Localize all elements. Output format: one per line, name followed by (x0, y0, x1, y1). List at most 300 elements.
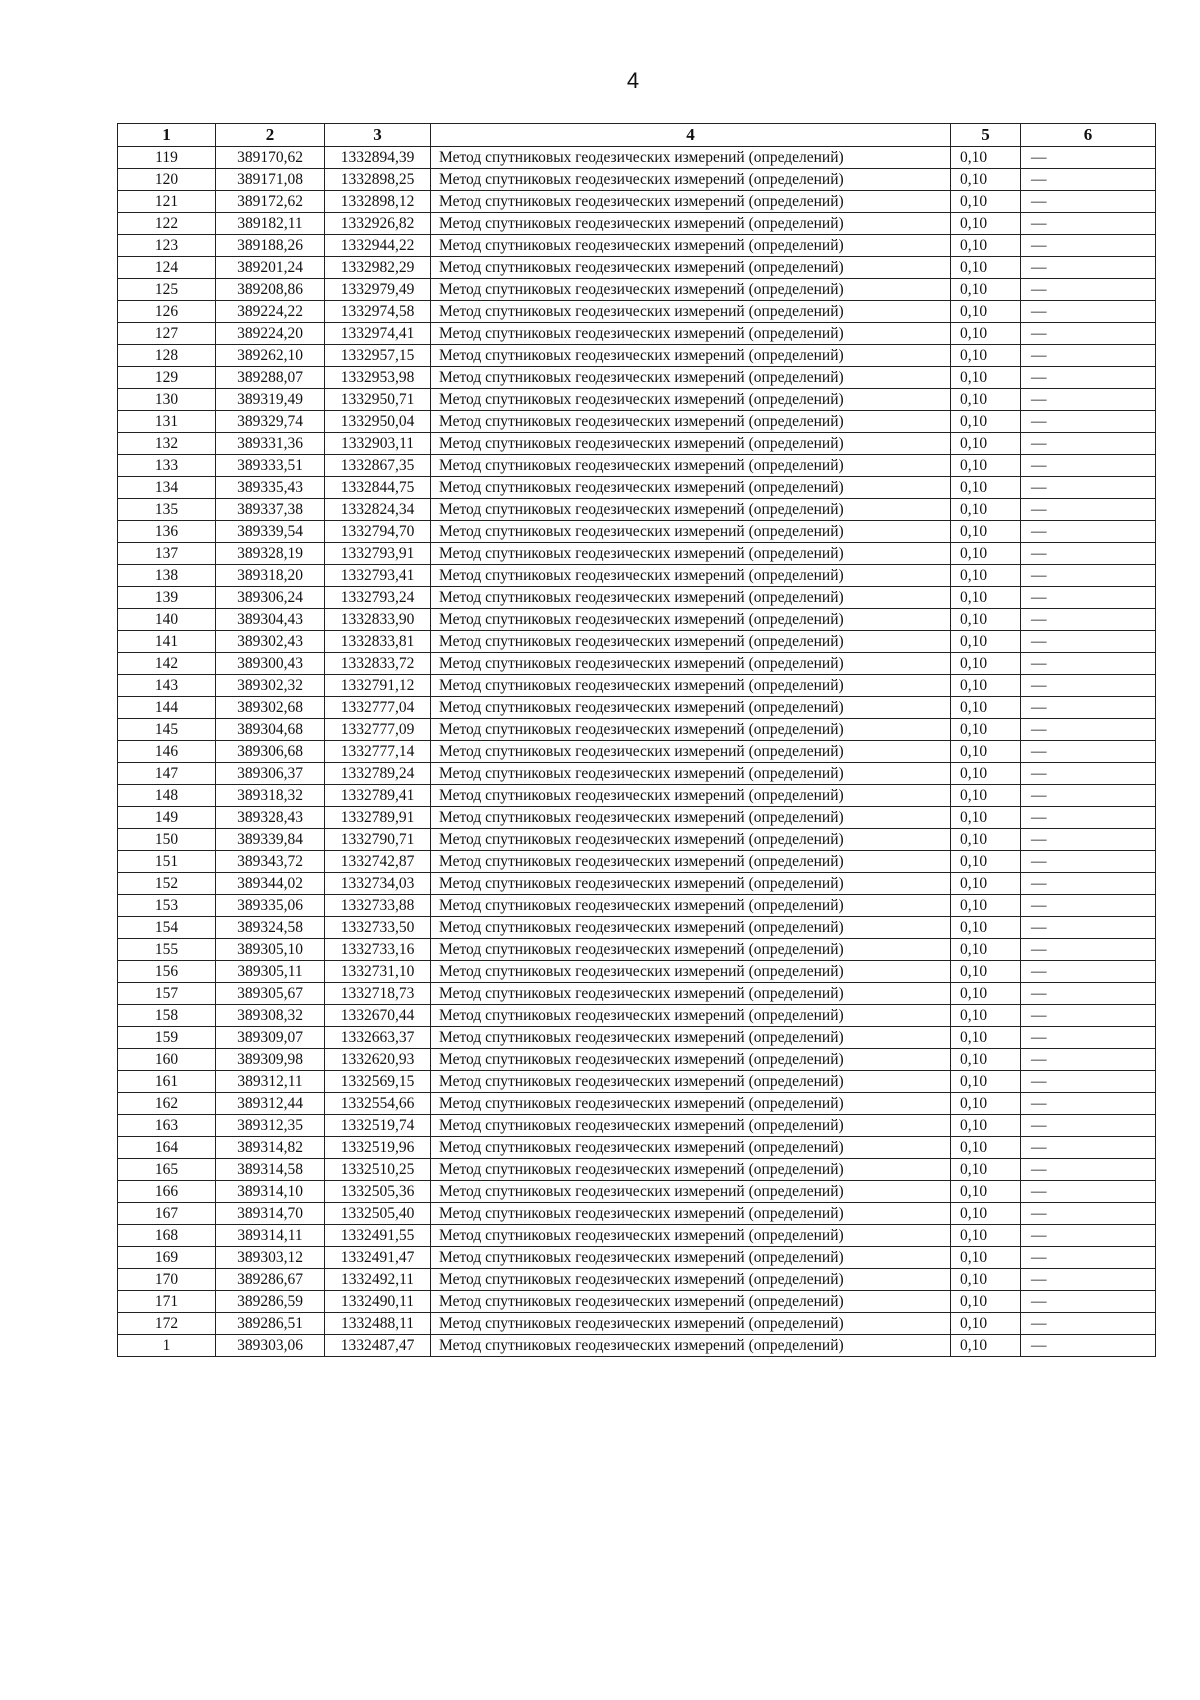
method-cell: Метод спутниковых геодезических измерений (определений) (431, 1027, 951, 1049)
description-cell: — (1021, 1159, 1156, 1181)
point-number-cell: 148 (118, 785, 216, 807)
y-coordinate-cell: 1332974,58 (325, 301, 431, 323)
point-number-cell: 138 (118, 565, 216, 587)
method-cell: Метод спутниковых геодезических измерений (определений) (431, 323, 951, 345)
y-coordinate-cell: 1332833,72 (325, 653, 431, 675)
description-cell: — (1021, 279, 1156, 301)
x-coordinate-cell: 389328,43 (216, 807, 325, 829)
x-coordinate-cell: 389303,12 (216, 1247, 325, 1269)
point-number-cell: 161 (118, 1071, 216, 1093)
x-coordinate-cell: 389314,10 (216, 1181, 325, 1203)
y-coordinate-cell: 1332793,41 (325, 565, 431, 587)
method-cell: Метод спутниковых геодезических измерений (определений) (431, 961, 951, 983)
accuracy-cell: 0,10 (951, 147, 1021, 169)
method-cell: Метод спутниковых геодезических измерений (определений) (431, 455, 951, 477)
point-number-cell: 145 (118, 719, 216, 741)
description-cell: — (1021, 829, 1156, 851)
method-cell: Метод спутниковых геодезических измерений (определений) (431, 697, 951, 719)
y-coordinate-cell: 1332487,47 (325, 1335, 431, 1357)
point-number-cell: 139 (118, 587, 216, 609)
description-cell: — (1021, 1269, 1156, 1291)
method-cell: Метод спутниковых геодезических измерений (определений) (431, 279, 951, 301)
description-cell: — (1021, 1115, 1156, 1137)
point-number-cell: 170 (118, 1269, 216, 1291)
accuracy-cell: 0,10 (951, 1071, 1021, 1093)
y-coordinate-cell: 1332791,12 (325, 675, 431, 697)
accuracy-cell: 0,10 (951, 1049, 1021, 1071)
point-number-cell: 160 (118, 1049, 216, 1071)
description-cell: — (1021, 851, 1156, 873)
description-cell: — (1021, 455, 1156, 477)
accuracy-cell: 0,10 (951, 455, 1021, 477)
y-coordinate-cell: 1332789,91 (325, 807, 431, 829)
accuracy-cell: 0,10 (951, 1115, 1021, 1137)
method-cell: Метод спутниковых геодезических измерений (определений) (431, 609, 951, 631)
method-cell: Метод спутниковых геодезических измерений (определений) (431, 169, 951, 191)
table-row (118, 741, 1156, 763)
x-coordinate-cell: 389318,32 (216, 785, 325, 807)
y-coordinate-cell: 1332898,12 (325, 191, 431, 213)
method-cell: Метод спутниковых геодезических измерений (определений) (431, 741, 951, 763)
table-row (118, 609, 1156, 631)
x-coordinate-cell: 389314,82 (216, 1137, 325, 1159)
x-coordinate-cell: 389335,43 (216, 477, 325, 499)
description-cell: — (1021, 411, 1156, 433)
y-coordinate-cell: 1332944,22 (325, 235, 431, 257)
method-cell: Метод спутниковых геодезических измерений (определений) (431, 1313, 951, 1335)
method-cell: Метод спутниковых геодезических измерений (определений) (431, 477, 951, 499)
table-row (118, 147, 1156, 169)
description-cell: — (1021, 697, 1156, 719)
point-number-cell: 143 (118, 675, 216, 697)
description-cell: — (1021, 1071, 1156, 1093)
description-cell: — (1021, 565, 1156, 587)
y-coordinate-cell: 1332953,98 (325, 367, 431, 389)
method-cell: Метод спутниковых геодезических измерений (определений) (431, 1181, 951, 1203)
point-number-cell: 164 (118, 1137, 216, 1159)
description-cell: — (1021, 631, 1156, 653)
point-number-cell: 156 (118, 961, 216, 983)
point-number-cell: 121 (118, 191, 216, 213)
x-coordinate-cell: 389344,02 (216, 873, 325, 895)
table-row (118, 763, 1156, 785)
x-coordinate-cell: 389286,67 (216, 1269, 325, 1291)
point-number-cell: 166 (118, 1181, 216, 1203)
accuracy-cell: 0,10 (951, 609, 1021, 631)
point-number-cell: 137 (118, 543, 216, 565)
x-coordinate-cell: 389304,68 (216, 719, 325, 741)
point-number-cell: 133 (118, 455, 216, 477)
point-number-cell: 171 (118, 1291, 216, 1313)
y-coordinate-cell: 1332974,41 (325, 323, 431, 345)
table-row (118, 961, 1156, 983)
method-cell: Метод спутниковых геодезических измерений (определений) (431, 521, 951, 543)
y-coordinate-cell: 1332492,11 (325, 1269, 431, 1291)
y-coordinate-cell: 1332950,71 (325, 389, 431, 411)
y-coordinate-cell: 1332833,90 (325, 609, 431, 631)
accuracy-cell: 0,10 (951, 257, 1021, 279)
x-coordinate-cell: 389328,19 (216, 543, 325, 565)
table-row (118, 1313, 1156, 1335)
x-coordinate-cell: 389224,22 (216, 301, 325, 323)
description-cell: — (1021, 477, 1156, 499)
column-header: 5 (951, 124, 1021, 147)
x-coordinate-cell: 389312,35 (216, 1115, 325, 1137)
accuracy-cell: 0,10 (951, 1269, 1021, 1291)
x-coordinate-cell: 389314,70 (216, 1203, 325, 1225)
point-number-cell: 134 (118, 477, 216, 499)
y-coordinate-cell: 1332733,50 (325, 917, 431, 939)
point-number-cell: 144 (118, 697, 216, 719)
x-coordinate-cell: 389318,20 (216, 565, 325, 587)
table-row (118, 455, 1156, 477)
y-coordinate-cell: 1332844,75 (325, 477, 431, 499)
point-number-cell: 151 (118, 851, 216, 873)
x-coordinate-cell: 389309,07 (216, 1027, 325, 1049)
description-cell: — (1021, 1093, 1156, 1115)
y-coordinate-cell: 1332789,24 (325, 763, 431, 785)
table-row (118, 851, 1156, 873)
description-cell: — (1021, 785, 1156, 807)
table-row (118, 1093, 1156, 1115)
y-coordinate-cell: 1332794,70 (325, 521, 431, 543)
description-cell: — (1021, 961, 1156, 983)
method-cell: Метод спутниковых геодезических измерений (определений) (431, 191, 951, 213)
x-coordinate-cell: 389312,11 (216, 1071, 325, 1093)
point-number-cell: 119 (118, 147, 216, 169)
y-coordinate-cell: 1332950,04 (325, 411, 431, 433)
table-row (118, 433, 1156, 455)
description-cell: — (1021, 873, 1156, 895)
table-row (118, 939, 1156, 961)
method-cell: Метод спутниковых геодезических измерений (определений) (431, 1093, 951, 1115)
description-cell: — (1021, 609, 1156, 631)
x-coordinate-cell: 389306,37 (216, 763, 325, 785)
y-coordinate-cell: 1332505,36 (325, 1181, 431, 1203)
method-cell: Метод спутниковых геодезических измерений (определений) (431, 301, 951, 323)
accuracy-cell: 0,10 (951, 1181, 1021, 1203)
x-coordinate-cell: 389288,07 (216, 367, 325, 389)
table-row (118, 1027, 1156, 1049)
point-number-cell: 146 (118, 741, 216, 763)
accuracy-cell: 0,10 (951, 719, 1021, 741)
point-number-cell: 123 (118, 235, 216, 257)
description-cell: — (1021, 213, 1156, 235)
y-coordinate-cell: 1332731,10 (325, 961, 431, 983)
y-coordinate-cell: 1332894,39 (325, 147, 431, 169)
description-cell: — (1021, 235, 1156, 257)
y-coordinate-cell: 1332824,34 (325, 499, 431, 521)
description-cell: — (1021, 719, 1156, 741)
column-header: 4 (431, 124, 951, 147)
accuracy-cell: 0,10 (951, 1159, 1021, 1181)
method-cell: Метод спутниковых геодезических измерений (определений) (431, 917, 951, 939)
accuracy-cell: 0,10 (951, 1335, 1021, 1357)
table-row (118, 213, 1156, 235)
x-coordinate-cell: 389303,06 (216, 1335, 325, 1357)
table-row (118, 411, 1156, 433)
coordinates-table (117, 123, 1156, 1357)
description-cell: — (1021, 1225, 1156, 1247)
accuracy-cell: 0,10 (951, 1313, 1021, 1335)
point-number-cell: 130 (118, 389, 216, 411)
y-coordinate-cell: 1332742,87 (325, 851, 431, 873)
table-row (118, 191, 1156, 213)
accuracy-cell: 0,10 (951, 433, 1021, 455)
point-number-cell: 132 (118, 433, 216, 455)
x-coordinate-cell: 389339,54 (216, 521, 325, 543)
x-coordinate-cell: 389305,11 (216, 961, 325, 983)
page-number: 4 (626, 68, 640, 93)
table-row (118, 1269, 1156, 1291)
description-cell: — (1021, 367, 1156, 389)
description-cell: — (1021, 587, 1156, 609)
table-row (118, 807, 1156, 829)
method-cell: Метод спутниковых геодезических измерений (определений) (431, 631, 951, 653)
accuracy-cell: 0,10 (951, 279, 1021, 301)
accuracy-cell: 0,10 (951, 477, 1021, 499)
y-coordinate-cell: 1332734,03 (325, 873, 431, 895)
y-coordinate-cell: 1332867,35 (325, 455, 431, 477)
table-row (118, 521, 1156, 543)
y-coordinate-cell: 1332670,44 (325, 1005, 431, 1027)
point-number-cell: 124 (118, 257, 216, 279)
y-coordinate-cell: 1332519,74 (325, 1115, 431, 1137)
method-cell: Метод спутниковых геодезических измерений (определений) (431, 543, 951, 565)
method-cell: Метод спутниковых геодезических измерений (определений) (431, 1225, 951, 1247)
method-cell: Метод спутниковых геодезических измерений (определений) (431, 1247, 951, 1269)
y-coordinate-cell: 1332982,29 (325, 257, 431, 279)
accuracy-cell: 0,10 (951, 367, 1021, 389)
accuracy-cell: 0,10 (951, 1027, 1021, 1049)
x-coordinate-cell: 389319,49 (216, 389, 325, 411)
accuracy-cell: 0,10 (951, 345, 1021, 367)
method-cell: Метод спутниковых геодезических измерений (определений) (431, 235, 951, 257)
point-number-cell: 158 (118, 1005, 216, 1027)
method-cell: Метод спутниковых геодезических измерений (определений) (431, 565, 951, 587)
table-row (118, 697, 1156, 719)
x-coordinate-cell: 389286,51 (216, 1313, 325, 1335)
x-coordinate-cell: 389331,36 (216, 433, 325, 455)
accuracy-cell: 0,10 (951, 917, 1021, 939)
y-coordinate-cell: 1332488,11 (325, 1313, 431, 1335)
point-number-cell: 159 (118, 1027, 216, 1049)
x-coordinate-cell: 389262,10 (216, 345, 325, 367)
y-coordinate-cell: 1332777,04 (325, 697, 431, 719)
accuracy-cell: 0,10 (951, 785, 1021, 807)
point-number-cell: 147 (118, 763, 216, 785)
table-row (118, 323, 1156, 345)
description-cell: — (1021, 1335, 1156, 1357)
description-cell: — (1021, 499, 1156, 521)
point-number-cell: 127 (118, 323, 216, 345)
method-cell: Метод спутниковых геодезических измерений (определений) (431, 983, 951, 1005)
column-header: 2 (216, 124, 325, 147)
accuracy-cell: 0,10 (951, 587, 1021, 609)
point-number-cell: 152 (118, 873, 216, 895)
method-cell: Метод спутниковых геодезических измерений (определений) (431, 1115, 951, 1137)
description-cell: — (1021, 1247, 1156, 1269)
y-coordinate-cell: 1332733,88 (325, 895, 431, 917)
point-number-cell: 169 (118, 1247, 216, 1269)
description-cell: — (1021, 323, 1156, 345)
table-row (118, 719, 1156, 741)
description-cell: — (1021, 1181, 1156, 1203)
method-cell: Метод спутниковых геодезических измерений (определений) (431, 257, 951, 279)
accuracy-cell: 0,10 (951, 653, 1021, 675)
accuracy-cell: 0,10 (951, 983, 1021, 1005)
point-number-cell: 165 (118, 1159, 216, 1181)
table-row (118, 301, 1156, 323)
table-row (118, 1115, 1156, 1137)
point-number-cell: 149 (118, 807, 216, 829)
description-cell: — (1021, 1313, 1156, 1335)
accuracy-cell: 0,10 (951, 895, 1021, 917)
description-cell: — (1021, 1137, 1156, 1159)
point-number-cell: 122 (118, 213, 216, 235)
table-row (118, 257, 1156, 279)
accuracy-cell: 0,10 (951, 543, 1021, 565)
y-coordinate-cell: 1332519,96 (325, 1137, 431, 1159)
table-row (118, 1247, 1156, 1269)
table-row (118, 477, 1156, 499)
x-coordinate-cell: 389304,43 (216, 609, 325, 631)
point-number-cell: 120 (118, 169, 216, 191)
description-cell: — (1021, 1203, 1156, 1225)
y-coordinate-cell: 1332510,25 (325, 1159, 431, 1181)
method-cell: Метод спутниковых геодезических измерений (определений) (431, 367, 951, 389)
table-row (118, 1225, 1156, 1247)
accuracy-cell: 0,10 (951, 807, 1021, 829)
accuracy-cell: 0,10 (951, 939, 1021, 961)
x-coordinate-cell: 389170,62 (216, 147, 325, 169)
y-coordinate-cell: 1332903,11 (325, 433, 431, 455)
point-number-cell: 162 (118, 1093, 216, 1115)
description-cell: — (1021, 301, 1156, 323)
x-coordinate-cell: 389188,26 (216, 235, 325, 257)
table-row (118, 785, 1156, 807)
accuracy-cell: 0,10 (951, 323, 1021, 345)
method-cell: Метод спутниковых геодезических измерений (определений) (431, 213, 951, 235)
point-number-cell: 129 (118, 367, 216, 389)
x-coordinate-cell: 389314,58 (216, 1159, 325, 1181)
description-cell: — (1021, 521, 1156, 543)
x-coordinate-cell: 389309,98 (216, 1049, 325, 1071)
y-coordinate-cell: 1332718,73 (325, 983, 431, 1005)
table-row (118, 367, 1156, 389)
table-row (118, 389, 1156, 411)
accuracy-cell: 0,10 (951, 565, 1021, 587)
y-coordinate-cell: 1332491,47 (325, 1247, 431, 1269)
point-number-cell: 141 (118, 631, 216, 653)
table-row (118, 1335, 1156, 1357)
y-coordinate-cell: 1332777,14 (325, 741, 431, 763)
table-row (118, 1005, 1156, 1027)
method-cell: Метод спутниковых геодезических измерений (определений) (431, 587, 951, 609)
x-coordinate-cell: 389302,68 (216, 697, 325, 719)
x-coordinate-cell: 389286,59 (216, 1291, 325, 1313)
y-coordinate-cell: 1332793,24 (325, 587, 431, 609)
accuracy-cell: 0,10 (951, 873, 1021, 895)
method-cell: Метод спутниковых геодезических измерений (определений) (431, 873, 951, 895)
table-row (118, 1203, 1156, 1225)
accuracy-cell: 0,10 (951, 499, 1021, 521)
point-number-cell: 125 (118, 279, 216, 301)
method-cell: Метод спутниковых геодезических измерений (определений) (431, 499, 951, 521)
description-cell: — (1021, 939, 1156, 961)
method-cell: Метод спутниковых геодезических измерений (определений) (431, 719, 951, 741)
description-cell: — (1021, 917, 1156, 939)
point-number-cell: 128 (118, 345, 216, 367)
description-cell: — (1021, 895, 1156, 917)
method-cell: Метод спутниковых геодезических измерений (определений) (431, 411, 951, 433)
method-cell: Метод спутниковых геодезических измерений (определений) (431, 389, 951, 411)
x-coordinate-cell: 389306,24 (216, 587, 325, 609)
table-row (118, 631, 1156, 653)
table-row (118, 983, 1156, 1005)
x-coordinate-cell: 389324,58 (216, 917, 325, 939)
table-row (118, 565, 1156, 587)
point-number-cell: 168 (118, 1225, 216, 1247)
accuracy-cell: 0,10 (951, 1005, 1021, 1027)
table-row (118, 873, 1156, 895)
y-coordinate-cell: 1332979,49 (325, 279, 431, 301)
method-cell: Метод спутниковых геодезических измерений (определений) (431, 851, 951, 873)
x-coordinate-cell: 389329,74 (216, 411, 325, 433)
x-coordinate-cell: 389335,06 (216, 895, 325, 917)
accuracy-cell: 0,10 (951, 213, 1021, 235)
x-coordinate-cell: 389224,20 (216, 323, 325, 345)
x-coordinate-cell: 389314,11 (216, 1225, 325, 1247)
point-number-cell: 150 (118, 829, 216, 851)
column-header: 1 (118, 124, 216, 147)
description-cell: — (1021, 1027, 1156, 1049)
method-cell: Метод спутниковых геодезических измерений (определений) (431, 1049, 951, 1071)
description-cell: — (1021, 147, 1156, 169)
table-body (118, 147, 1156, 1357)
method-cell: Метод спутниковых геодезических измерений (определений) (431, 895, 951, 917)
table-row (118, 499, 1156, 521)
description-cell: — (1021, 543, 1156, 565)
table-row (118, 829, 1156, 851)
description-cell: — (1021, 345, 1156, 367)
table-row (118, 675, 1156, 697)
accuracy-cell: 0,10 (951, 389, 1021, 411)
method-cell: Метод спутниковых геодезических измерений (определений) (431, 939, 951, 961)
point-number-cell: 1 (118, 1335, 216, 1357)
method-cell: Метод спутниковых геодезических измерений (определений) (431, 763, 951, 785)
method-cell: Метод спутниковых геодезических измерений (определений) (431, 1005, 951, 1027)
table-row (118, 1181, 1156, 1203)
method-cell: Метод спутниковых геодезических измерений (определений) (431, 147, 951, 169)
method-cell: Метод спутниковых геодезических измерений (определений) (431, 1269, 951, 1291)
point-number-cell: 154 (118, 917, 216, 939)
accuracy-cell: 0,10 (951, 675, 1021, 697)
x-coordinate-cell: 389182,11 (216, 213, 325, 235)
description-cell: — (1021, 1291, 1156, 1313)
accuracy-cell: 0,10 (951, 191, 1021, 213)
method-cell: Метод спутниковых геодезических измерений (определений) (431, 675, 951, 697)
y-coordinate-cell: 1332620,93 (325, 1049, 431, 1071)
accuracy-cell: 0,10 (951, 1225, 1021, 1247)
accuracy-cell: 0,10 (951, 1291, 1021, 1313)
y-coordinate-cell: 1332790,71 (325, 829, 431, 851)
y-coordinate-cell: 1332957,15 (325, 345, 431, 367)
description-cell: — (1021, 741, 1156, 763)
y-coordinate-cell: 1332926,82 (325, 213, 431, 235)
x-coordinate-cell: 389305,67 (216, 983, 325, 1005)
description-cell: — (1021, 191, 1156, 213)
